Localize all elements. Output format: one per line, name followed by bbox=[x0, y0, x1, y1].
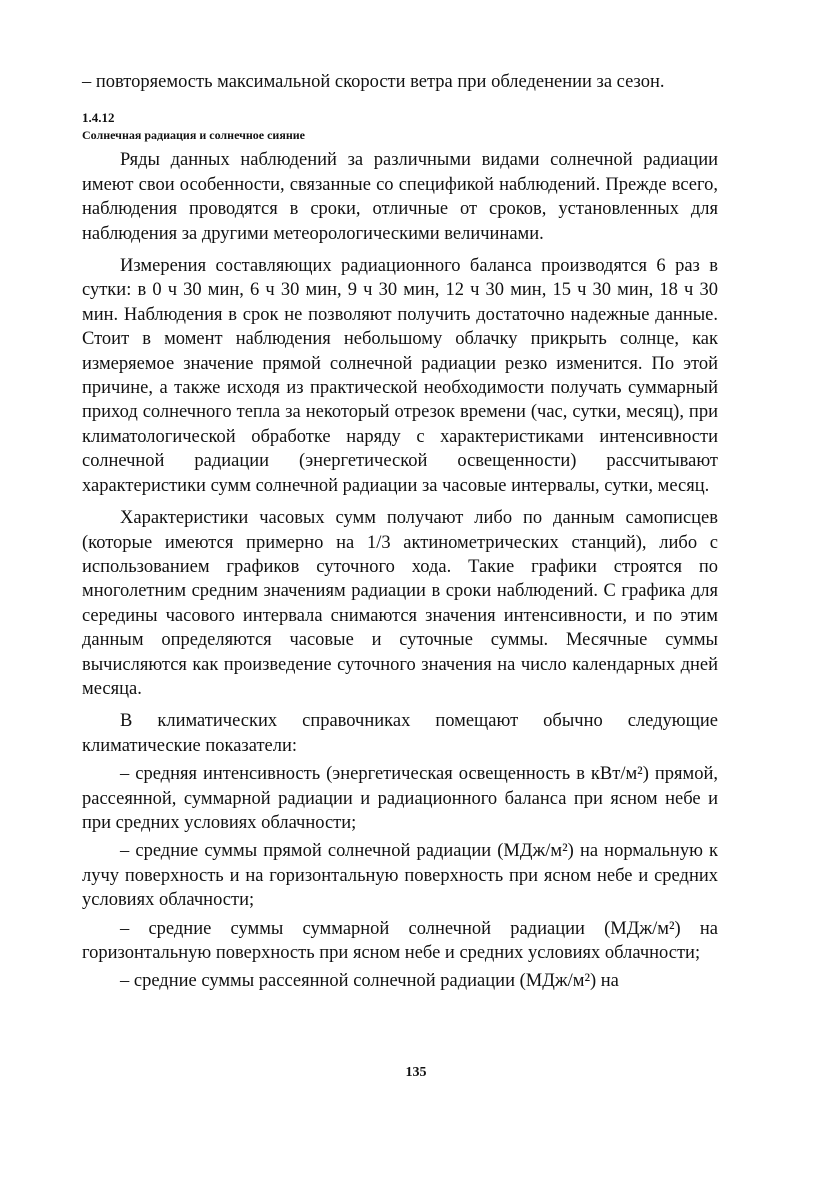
document-page bbox=[82, 70, 718, 994]
page-number: 135 bbox=[405, 1065, 427, 1080]
list-item-2: – средние суммы прямой солнечной радиации (МДж/м²) на нормальную к лучу поверхность и на горизонтальную поверхность при ясном небе и средних условиях облачности; bbox=[82, 841, 718, 911]
paragraph-3: Характеристики часовых сумм получают либо по данным самописцев (которые имеются примерно на 1/3 актинометрических станций), либо с использованием графиков суточного хода. Такие графики строятся по многолетним средним значениям радиации в сроки наблюдений. С графика для середины часового интервала снимаются значения интенсивности, и по этим данным определяются часовые и суточные суммы. Месячные суммы вычисляются как произведение суточного значения на число календарных дней месяца. bbox=[82, 508, 718, 699]
paragraph-4: В климатических справочниках помещают обычно следующие климатические показатели: bbox=[82, 711, 718, 756]
section-number: 1.4.12 bbox=[82, 110, 115, 126]
list-item-1: – средняя интенсивность (энергетическая освещенность в кВт/м²) прямой, рассеянной, суммарной радиации и радиационного баланса при ясном небе и при средних условиях облачности; bbox=[82, 764, 718, 833]
list-item-3: – средние суммы суммарной солнечной радиации (МДж/м²) на горизонтальную поверхность при ясном небе и средних условиях облачности; bbox=[82, 918, 718, 963]
paragraph-2: Измерения составляющих радиационного баланса производятся 6 раз в сутки: в 0 ч 30 мин, 6 ч 30 мин, 9 ч 30 мин, 12 ч 30 мин, 15 ч 30 мин, 18 ч 30 мин. Наблюдения в срок не позволяют получить достаточно надежные данные. Стоит в момент наблюдения небольшому облачку прикрыть солнце, как измеряемое значение прямой солнечной радиации резко изменится. По этой причине, а также исходя из практической необходимости получать суммарный приход солнечного тепла за некоторый отрезок времени (час, сутки, месяц), при климатологической обработке наряду с характеристиками интенсивности солнечной радиации (энергетической освещенности) рассчитывают характеристики сумм солнечной радиации за часовые интервалы, сутки, месяц. bbox=[82, 256, 718, 496]
list-item-4: – средние суммы рассеянной солнечной радиации (МДж/м²) на bbox=[120, 971, 619, 992]
paragraph-1: Ряды данных наблюдений за различными видами солнечной радиации имеют свои особенности, связанные со спецификой наблюдений. Прежде всего, наблюдения проводятся в сроки, отличные от сроков, установленных для наблюдения за другими метеорологическими величинами. bbox=[82, 150, 718, 244]
intro-fragment: – повторяемость максимальной скорости ветра при обледенении за сезон. bbox=[82, 72, 665, 92]
section-title: Солнечная радиация и солнечное сияние bbox=[82, 128, 305, 143]
